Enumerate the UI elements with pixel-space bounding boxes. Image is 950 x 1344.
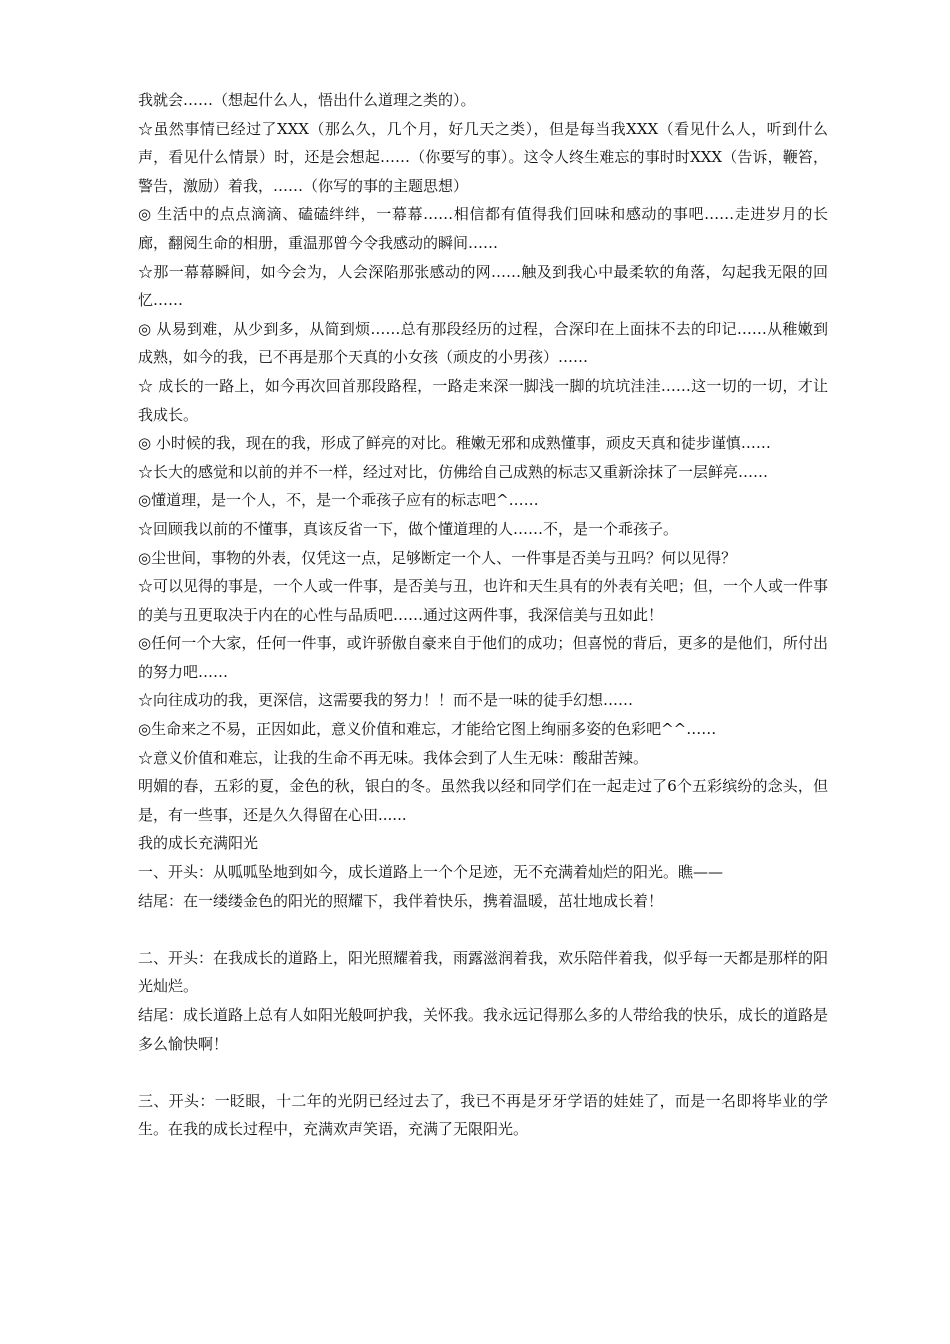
blank-line (138, 915, 828, 944)
paragraph-15: ◎生命来之不易，正因如此，意义价值和难忘，才能给它图上绚丽多姿的色彩吧^^…… (138, 720, 717, 739)
paragraph-1: 我就会……（想起什么人，悟出什么道理之类的）。 (138, 91, 476, 109)
paragraph-11: ◎尘世间，事物的外表，仅凭这一点，足够断定一个人、一件事是否美与丑吗？何以见得？ (138, 548, 737, 567)
paragraph-4: ☆那一幕幕瞬间，如今会为，人会深陷那张感动的网……触及到我心中最柔软的角落，勾起我无限的回忆…… (138, 262, 828, 310)
paragraph-2: ☆虽然事情已经过了XXX（那么久，几个月，好几天之类），但是每当我XXX（看见什么人，听到什么声，看见什么情景）时，还是会想起……（你要写的事）。这令人终生难忘的事时时XXX（告诉，鞭笞，警告，激励）着我，……（你写的事的主题思想） (138, 119, 828, 195)
paragraph-10: ☆回顾我以前的不懂事，真该反省一下，做个懂道理的人……不，是一个乖孩子。 (138, 519, 679, 538)
paragraph-16: ☆意义价值和难忘，让我的生命不再无味。我体会到了人生无味：酸甜苦辣。 (138, 748, 649, 767)
blank-line (138, 1058, 828, 1087)
paragraph-22: 二、开头：在我成长的道路上，阳光照耀着我，雨露滋润着我，欢乐陪伴着我，似乎每一天都是那样的阳光灿烂。 (138, 948, 829, 996)
paragraph-19: 一、开头：从呱呱坠地到如今，成长道路上一个个足迹，无不充满着灿烂的阳光。瞧—— (138, 863, 724, 882)
paragraph-3: ◎ 生活中的点点滴滴、磕磕绊绊，一幕幕……相信都有值得我们回味和感动的事吧……走进岁月的长廊，翻阅生命的相册，重温那曾今令我感动的瞬间…… (138, 205, 828, 252)
paragraph-20: 结尾：在一缕缕金色的阳光的照耀下，我伴着快乐，携着温暖，茁壮地成长着！ (138, 891, 664, 910)
paragraph-8: ☆长大的感觉和以前的并不一样，经过对比，仿佛给自己成熟的标志又重新涂抹了一层鲜亮…… (138, 462, 769, 481)
paragraph-5: ◎ 从易到难，从少到多，从简到烦……总有那段经历的过程，合深印在上面抹不去的印记……从稚嫩到成熟，如今的我，已不再是那个天真的小女孩（顽皮的小男孩）…… (138, 319, 828, 367)
paragraph-14: ☆向往成功的我，更深信，这需要我的努力！！而不是一味的徒手幻想…… (138, 691, 634, 710)
paragraph-17: 明媚的春，五彩的夏，金色的秋，银白的冬。虽然我以经和同学们在一起走过了6个五彩缤纷的念头，但是，有一些事，还是久久得留在心田...... (138, 777, 828, 824)
paragraph-23: 结尾：成长道路上总有人如阳光般呵护我，关怀我。我永远记得那么多的人带给我的快乐，成长的道路是多么愉快啊！ (138, 1006, 829, 1053)
paragraph-7: ◎ 小时候的我，现在的我，形成了鲜亮的对比。稚嫩无邪和成熟懂事，顽皮天真和徒步谨慎…… (138, 434, 771, 453)
paragraph-6: ☆ 成长的一路上，如今再次回首那段路程，一路走来深一脚浅一脚的坑坑洼洼……这一切的一切，才让我成长。 (138, 376, 828, 424)
paragraph-12: ☆可以见得的事是，一个人或一件事，是否美与丑，也许和天生具有的外表有关吧；但，一个人或一件事的美与丑更取决于内在的心性与品质吧……通过这两件事，我深信美与丑如此！ (138, 577, 829, 624)
paragraph-25: 三、开头：一眨眼，十二年的光阴已经过去了，我已不再是牙牙学语的娃娃了，而是一名即将毕业的学生。在我的成长过程中，充满欢声笑语，充满了无限阳光。 (138, 1091, 828, 1139)
paragraph-9: ◎懂道理，是一个人，不，是一个乖孩子应有的标志吧^…… (138, 491, 539, 510)
document-body (138, 86, 828, 1144)
section-heading: 我的成长充满阳光 (138, 834, 259, 853)
paragraph-13: ◎任何一个大家，任何一件事，或许骄傲自豪来自于他们的成功；但喜悦的背后，更多的是他们，所付出的努力吧…… (138, 634, 828, 681)
